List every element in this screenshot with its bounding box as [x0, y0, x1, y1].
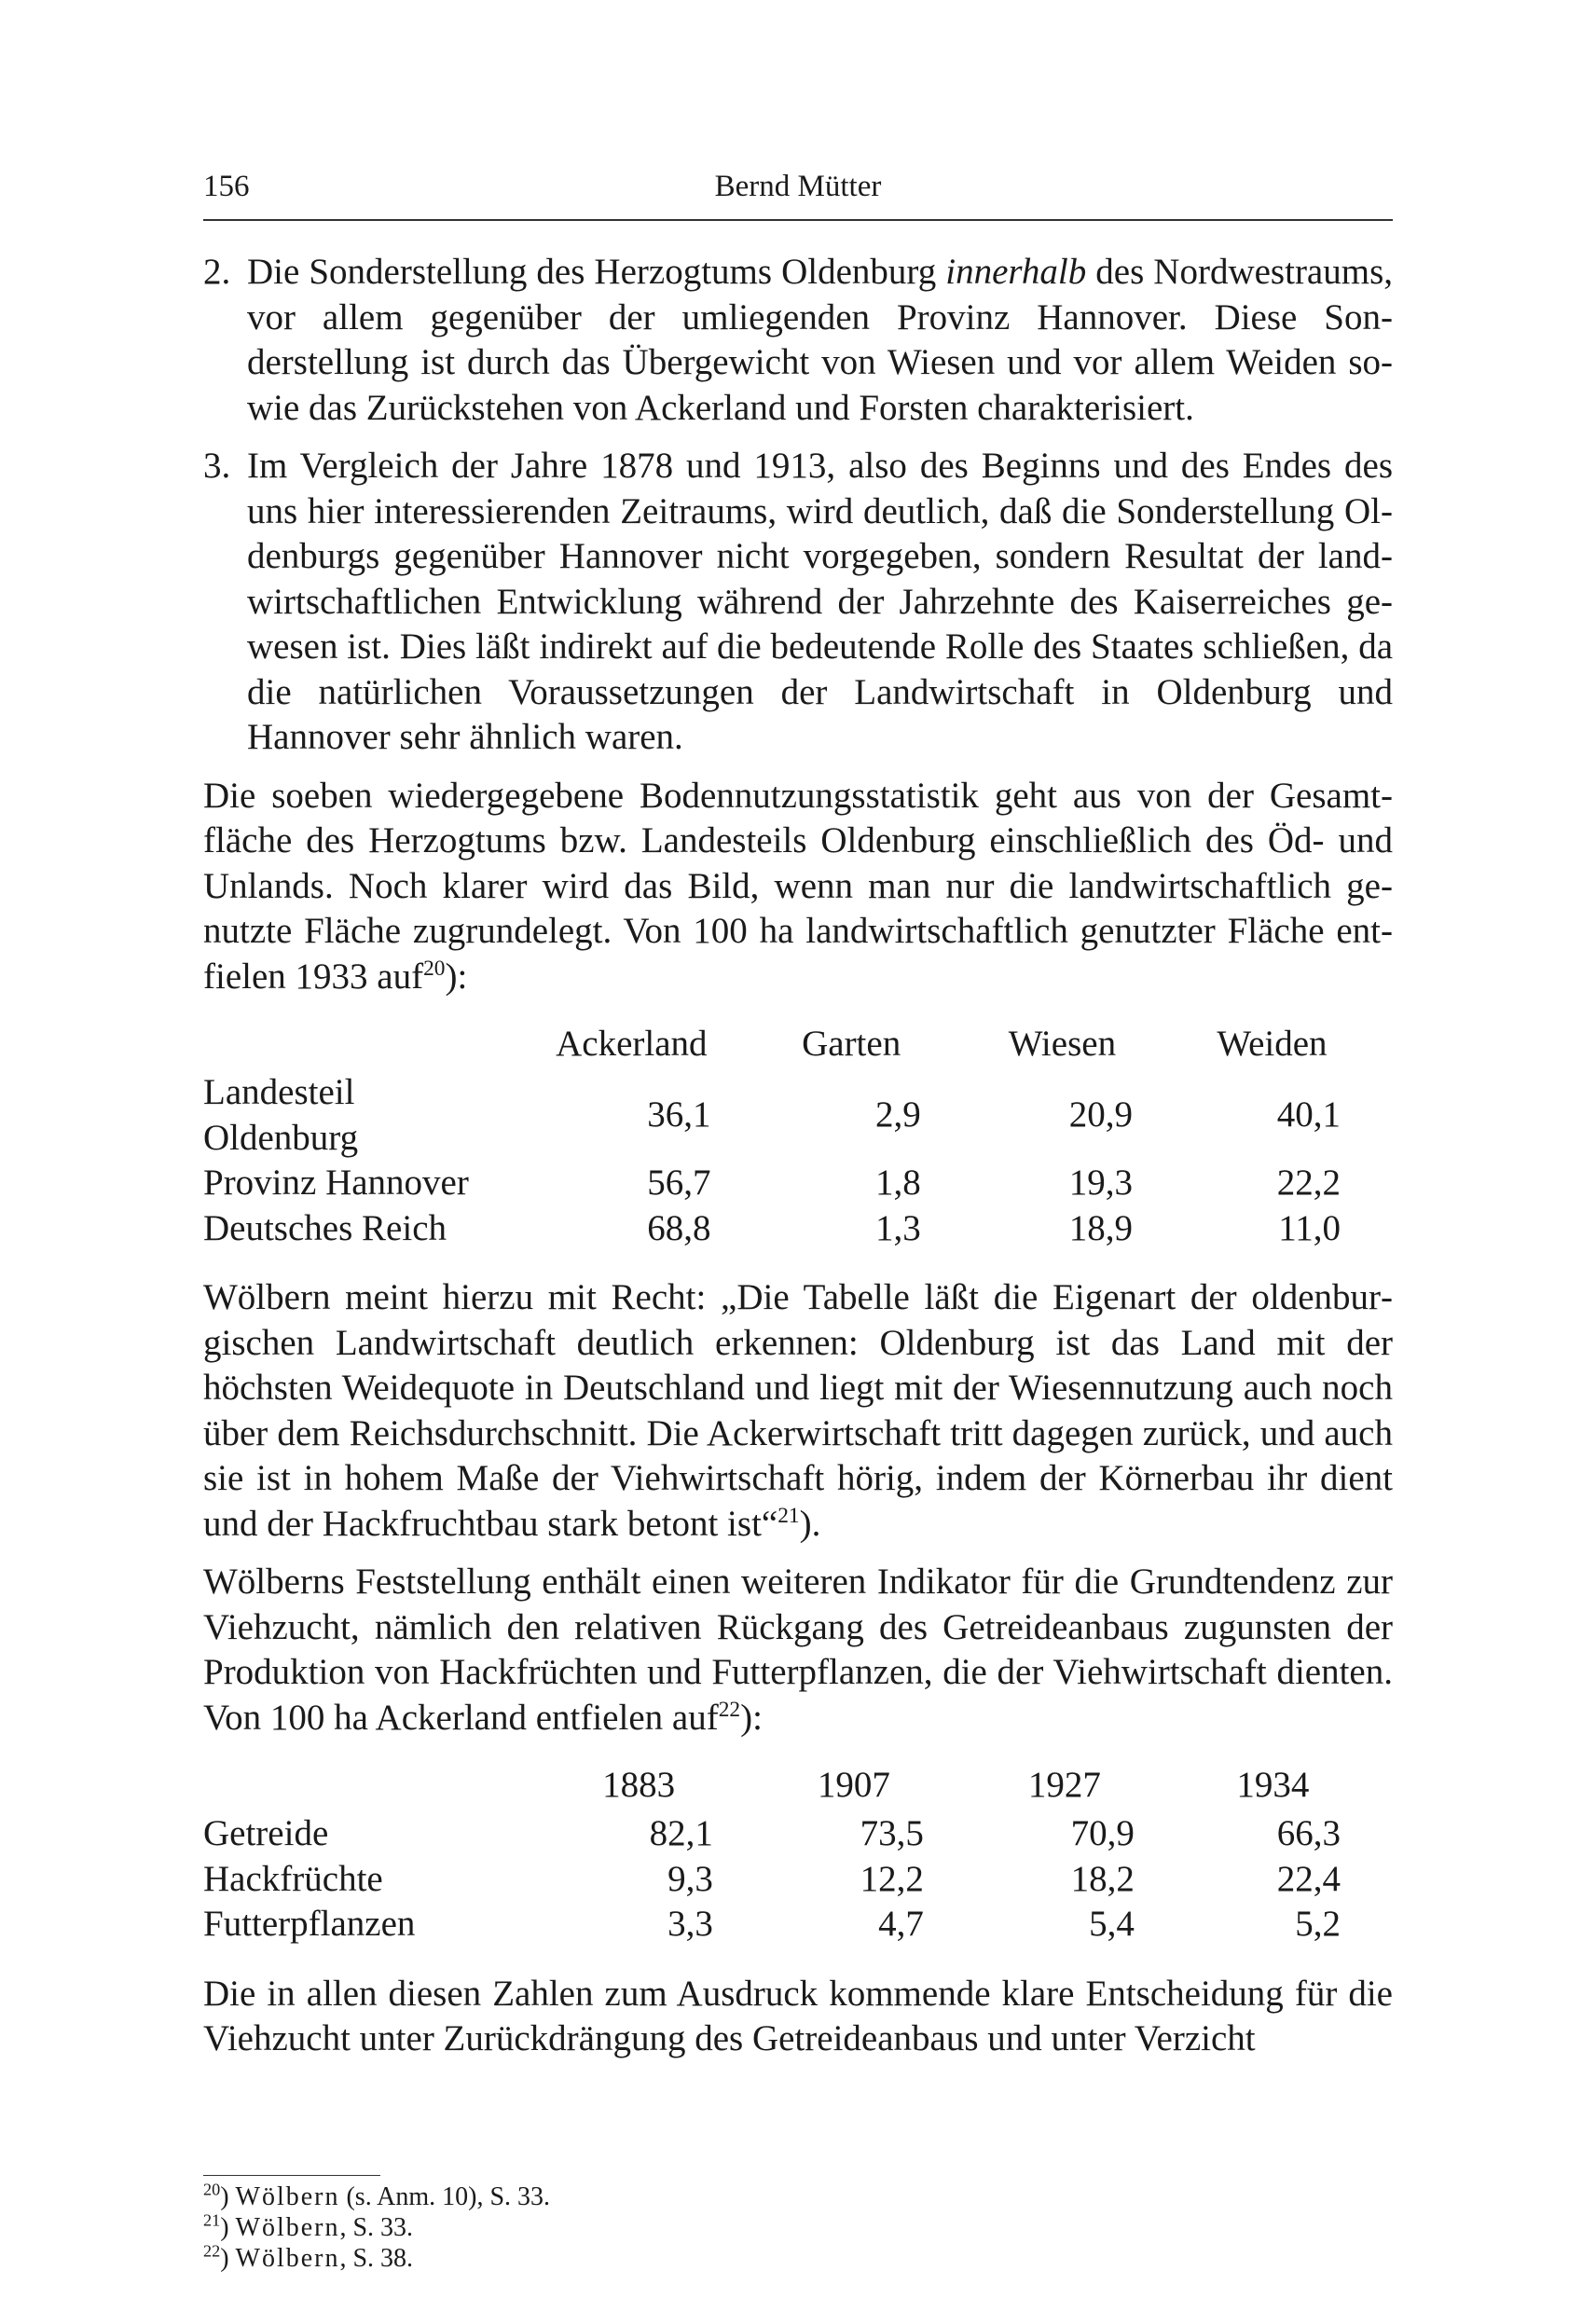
table-cell: 18,9: [1068, 1207, 1133, 1248]
page-number: 156: [203, 170, 250, 203]
emphasis-text: innerhalb: [945, 252, 1087, 292]
column-header: 1883: [602, 1764, 676, 1805]
column-header: 1907: [817, 1764, 890, 1805]
column-header: Ackerland: [556, 1023, 708, 1064]
list-text: Im Vergleich der Jahre 1878 und 1913, also des Beginns und des Endes des uns hier interessierenden Zeitraums, wird deutlich, daß die Sonderstellung Oldenburgs gegenüber Hannover nicht vorgegeben, sondern Resultat der landwirtschaftlichen Entwicklung während der Jahrzehnte des Kaiserreiches gewesen ist. Dies läßt indirekt auf die bedeutende Rolle des Staates schließen, da die natürlichen Voraussetzungen der Landwirtschaft in Oldenburg und Hannover sehr ähnlich waren.: [247, 446, 1393, 757]
paragraph-text: Die soeben wiedergegebene Bodennutzungsstatistik geht aus von der Gesamtfläche des Herzogtums bzw. Landesteils Oldenburg einschließlich des Öd- und Unlands. Noch klarer wird das Bild, wenn man nur die landwirtschaftlich genutzte Fläche zugrundelegt. Von 100 ha landwirtschaftlich genutzter Fläche entfielen 1933 auf: [203, 775, 1393, 997]
table-cell: 1,8: [875, 1163, 921, 1203]
footnote-rule: [203, 2175, 380, 2176]
footnote-number: 20: [203, 2180, 221, 2199]
table-cell: 36,1: [647, 1094, 711, 1135]
table-cell: 22,4: [1276, 1858, 1341, 1899]
row-label: Deutsches Reich: [203, 1207, 447, 1248]
paragraph: [203, 1560, 1393, 1741]
footnote-text: (s. Anm. 10), S. 33.: [339, 2182, 551, 2211]
body-text: [203, 250, 1393, 2062]
footnote-number: 22: [203, 2241, 221, 2261]
row-label: Futterpflanzen: [203, 1904, 416, 1944]
table-cell: 11,0: [1278, 1207, 1341, 1248]
footnote-text: , S. 33.: [339, 2213, 414, 2242]
list-number: 3.: [203, 446, 231, 486]
table-cell: 66,3: [1276, 1813, 1341, 1853]
footnote: $^{22}$) Wölbern, S. 38.: [203, 2241, 414, 2273]
table-cell: 19,3: [1068, 1163, 1133, 1203]
paragraph: [203, 774, 1393, 1000]
table-row: [203, 1811, 1376, 1857]
table-cell: 68,8: [647, 1207, 711, 1248]
footnote-ref[interactable]: 20: [423, 956, 446, 981]
footnotes: [203, 2181, 1393, 2274]
table-cell: 22,2: [1276, 1163, 1341, 1203]
paragraph-text: ).: [799, 1503, 821, 1544]
footnote-author: Wölbern: [235, 2244, 340, 2273]
table-cell: 18,2: [1070, 1858, 1135, 1899]
paragraph-text: Wölbern meint hierzu mit Recht: „Die Tabelle läßt die Eigenart der oldenburgischen Landwirtschaft deutlich erkennen: Oldenburg ist das Land mit der höchsten Weidequote in Deutschland und liegt mit der Wiesennutzung auch noch über dem Reichsdurchschnitt. Die Ackerwirtschaft tritt dagegen zurück, und auch sie ist in hohem Maße der Viehwirtschaft hörig, indem der Körnerbau ihr dient und der Hackfruchtbau stark betont ist“: [203, 1277, 1393, 1544]
running-title: Bernd Mütter: [714, 170, 882, 203]
table-cell: 9,3: [667, 1858, 713, 1899]
table-corner: [203, 1759, 529, 1811]
table-cell: 70,9: [1070, 1813, 1135, 1853]
land-use-table: [203, 1018, 1376, 1251]
table-row: [203, 1857, 1376, 1903]
table-cell: 5,2: [1295, 1904, 1341, 1944]
footnote-author: Wölbern: [235, 2213, 340, 2242]
footnote-author: Wölbern: [235, 2182, 340, 2211]
footnote: $^{21}$) Wölbern, S. 33.: [203, 2210, 414, 2242]
paragraph-text: ):: [740, 1697, 763, 1738]
row-label: Hackfrüchte: [203, 1858, 383, 1899]
header-rule: [203, 219, 1393, 221]
column-header: Garten: [802, 1023, 901, 1064]
table-cell: 82,1: [649, 1813, 713, 1853]
footnote-number: 21: [203, 2210, 221, 2230]
list-number: 2.: [203, 252, 231, 292]
footnote-ref[interactable]: 22: [718, 1697, 741, 1722]
row-label: Provinz Hannover: [203, 1163, 469, 1203]
table-cell: 20,9: [1068, 1094, 1133, 1135]
table-cell: 12,2: [860, 1858, 924, 1899]
paragraph-text: Die in allen diesen Zahlen zum Ausdruck kommende klare Entscheidung für die Viehzucht unter Zurückdrängung des Getreideanbaus und unter Verzicht: [203, 1973, 1393, 2058]
list-text: des Nordwestraums, vor allem gegenüber der umliegenden Provinz Hannover. Diese Sonderstellung ist durch das Übergewicht von Wiesen und vor allem Weiden sowie das Zurückstehen von Ackerland und Forsten charakterisiert.: [247, 252, 1394, 428]
document-page: [203, 0, 1393, 2312]
column-header: Wiesen: [1008, 1023, 1117, 1064]
paragraph: [203, 1972, 1393, 2062]
column-header: 1927: [1027, 1764, 1101, 1805]
footnote-text: , S. 38.: [339, 2244, 414, 2273]
page-header: [203, 170, 1393, 216]
list-item-2: [203, 250, 1393, 431]
table-cell: 2,9: [875, 1094, 921, 1135]
table-row: [203, 1161, 1376, 1206]
column-header: 1934: [1236, 1764, 1310, 1805]
footnote-ref[interactable]: 21: [777, 1503, 800, 1528]
table-row: [203, 1902, 1376, 1947]
row-label: Getreide: [203, 1813, 329, 1853]
row-label: Landesteil Oldenburg: [203, 1072, 359, 1158]
table-corner: [203, 1018, 516, 1070]
table-cell: 4,7: [878, 1904, 924, 1944]
column-header: Weiden: [1217, 1023, 1328, 1064]
table-cell: 5,4: [1089, 1904, 1135, 1944]
table-row: [203, 1070, 1376, 1161]
paragraph-text: Wölberns Feststellung enthält einen weiteren Indikator für die Grundtendenz zur Viehzucht, nämlich den relativen Rückgang des Getreideanbaus zugunsten der Produktion von Hackfrüchten und Futterpflanzen, die der Viehwirtschaft dienten. Von 100 ha Ackerland entfielen auf: [203, 1562, 1393, 1738]
list-text: Die Sonderstellung des Herzogtums Oldenburg: [247, 252, 946, 292]
table-cell: 73,5: [860, 1813, 924, 1853]
table-cell: 3,3: [667, 1904, 713, 1944]
table-cell: 1,3: [875, 1207, 921, 1248]
table-cell: 56,7: [647, 1163, 711, 1203]
table-cell: 40,1: [1276, 1094, 1341, 1135]
crop-table: [203, 1759, 1376, 1947]
paragraph: [203, 1275, 1393, 1547]
footnote: $^{20}$) Wölbern (s. Anm. 10), S. 33.: [203, 2180, 551, 2211]
list-item-3: [203, 444, 1393, 761]
table-row: [203, 1206, 1376, 1252]
paragraph-text: ):: [445, 956, 468, 997]
